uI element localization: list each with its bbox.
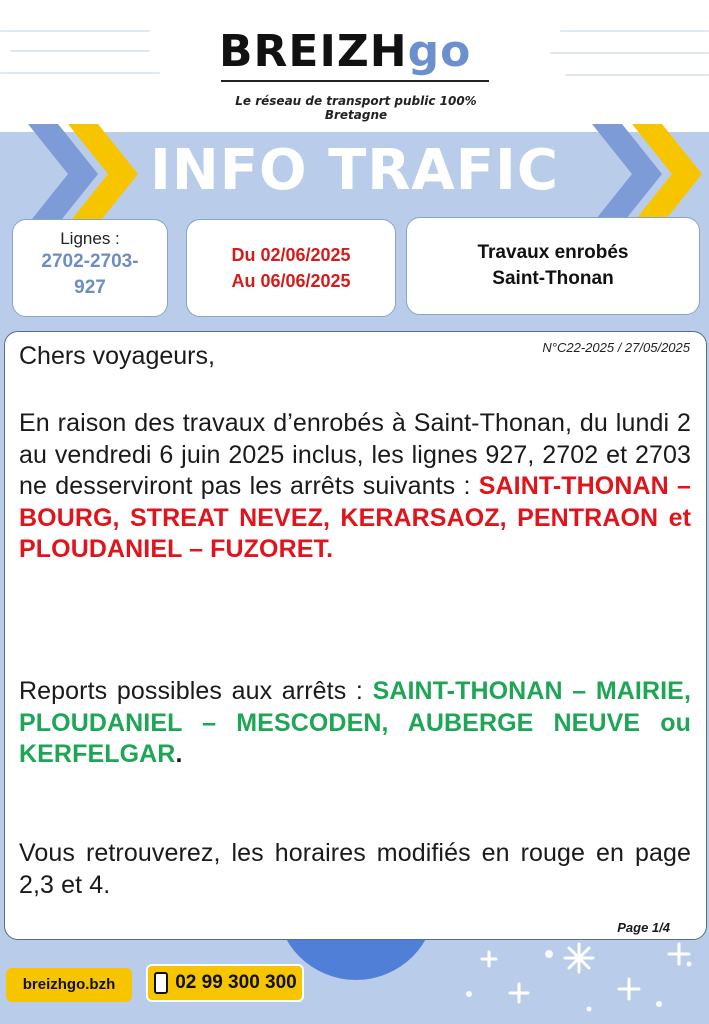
chevron-right-icon [592,124,702,224]
works-location: Saint-Thonan [492,268,614,289]
paragraph-closures [19,408,691,566]
lines-box [12,219,168,317]
decor-streak [550,52,709,54]
page-number: Page 1/4 [617,920,670,935]
decor-streak [0,72,160,74]
lines-value: 2702-2703- [41,251,139,272]
tagline: Le réseau de transport public 100% Bretagne [235,94,477,122]
date-to: Au 06/06/2025 [231,271,351,291]
paragraph-alternatives [19,676,691,771]
breizhgo-logo [219,22,491,82]
notice-panel [4,331,707,940]
paragraph-schedules: Vous retrouverez, les horaires modifiés en rouge en page 2,3 et 4. [19,839,691,899]
logo-underline [221,80,489,82]
decor-streak [10,50,150,52]
notice-reference: N°C22-2025 / 27/05/2025 [542,340,690,355]
date-from: Du 02/06/2025 [231,245,351,265]
alternatives-text: Reports possibles aux arrêts : [19,677,373,705]
phone-number[interactable] [146,964,304,1002]
lines-label: Lignes : [60,229,120,248]
banner-title: INFO TRAFIC [150,138,559,203]
chevron-left-icon [28,124,138,224]
decor-streak [0,30,150,32]
greeting: Chers voyageurs, [19,342,215,370]
website-link[interactable]: breizhgo.bzh [6,968,132,1002]
decor-streak [565,74,709,76]
logo-accent-text: go [407,26,472,77]
phone-icon [154,972,168,994]
closed-stops: SAINT-THONAN – BOURG, STREAT NEVEZ, KERARSAOZ, PENTRAON et PLOUDANIEL – FUZORET. [19,472,692,563]
works-title: Travaux enrobés [477,242,629,263]
alternative-stops: SAINT-THONAN – MAIRIE, PLOUDANIEL – MESCODEN, AUBERGE NEUVE ou KERFELGAR [19,677,692,768]
works-box [406,217,700,315]
phone-text: 02 99 300 300 [175,972,297,993]
logo-main-text: BREIZH [219,26,408,77]
lines-value: 927 [74,277,106,298]
alternatives-end: . [175,740,183,768]
decor-streak [560,30,709,32]
closure-text: En raison des travaux d’enrobés à Saint-Thonan, du lundi 2 au vendredi 6 juin 2025 inclus, les lignes 927, 2702 et 2703 ne desserviront pas les arrêts suivants : [19,409,691,500]
dates-box [186,219,396,317]
decor-stars-icon [429,934,709,1024]
